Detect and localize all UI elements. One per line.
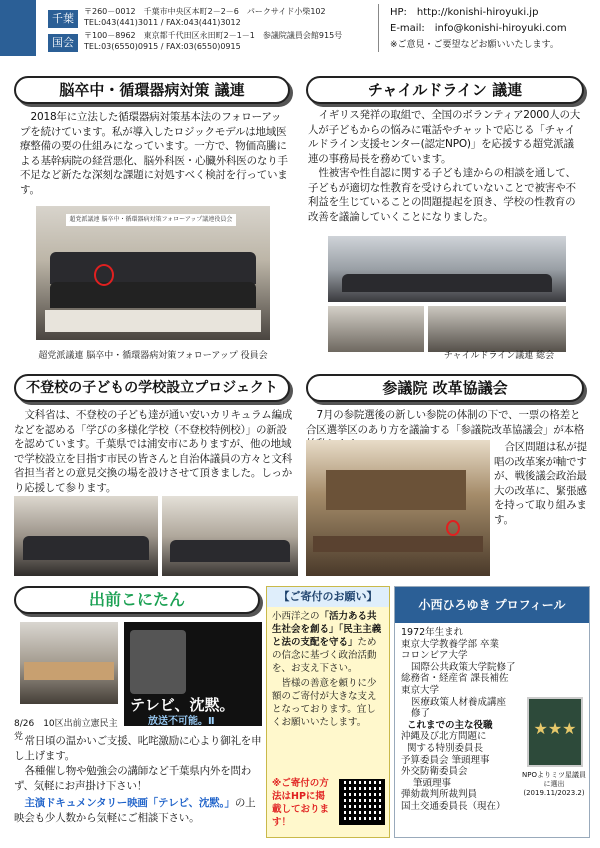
photo-table xyxy=(45,310,260,332)
film-poster xyxy=(124,622,262,726)
profile-role: 筆頭理事 xyxy=(413,777,452,789)
poster-subtitle: 放送不可能。Ⅱ xyxy=(148,716,215,727)
demae-title-box xyxy=(14,586,260,614)
profile-role: 沖縄及び北方問題に xyxy=(401,731,487,743)
school-meeting-photo-2 xyxy=(162,496,298,576)
demae-section-title: 出前こにたん xyxy=(88,590,185,609)
award-plaque xyxy=(527,697,583,767)
email-link[interactable]: E-mail: info@konishi-hiroyuki.com xyxy=(390,23,567,34)
profile-item: 修了 xyxy=(411,708,431,720)
conference-table xyxy=(313,536,482,552)
donation-body-1: 小西洋之の xyxy=(272,611,320,622)
childline-room-photo xyxy=(328,236,566,302)
audience-row xyxy=(342,274,551,292)
participants-row xyxy=(170,540,290,562)
school-section-title: 不登校の子どもの学校設立プロジェクト xyxy=(14,374,290,402)
chiba-office-address xyxy=(84,6,326,28)
film-title-highlight: 主演ドキュメンタリー映画「テレビ、沈黙。」 xyxy=(24,797,235,809)
participants-row xyxy=(23,536,150,560)
contact-note: ※ご意見・ご要望などお願いいたします。 xyxy=(390,40,559,50)
reform-chamber-photo xyxy=(306,440,490,576)
school-section-body: 文科省は、不登校の子ども達が通い安いカリキュラム編成などを認める「学びの多様化学校（不登校特例校）」の新設を認めています。千葉県では浦安市にありますが、他の地域で学校設立を目指す市民の皆さんと自治体議員の方々と文科省担当者との意見交換の場を設けさせて頂きました。しっかり応援して参ります。 xyxy=(14,409,293,494)
demae-body-3 xyxy=(14,796,264,825)
donation-note: ※ご寄付の方法はHPに掲載しております！ xyxy=(272,778,330,828)
people-back-row xyxy=(50,252,256,284)
poster-title: テレビ、沈黙。 xyxy=(130,696,235,714)
header-divider xyxy=(378,4,379,52)
school-meeting-photo-1 xyxy=(14,496,158,576)
childline-section-title: チャイルドライン 議連 xyxy=(306,76,584,104)
profile-item: 国際公共政策大学院修了 xyxy=(411,661,516,673)
childline-body-1: イギリス発祥の取組で、全国のボランティア2000人の大人が子どもからの悩みに電話やチャットで応じる「チャイルドライン支援センター(認定NPO)」を応援する超党派議連の事務局長を務めています。 xyxy=(308,109,581,165)
poster-portrait xyxy=(130,630,186,694)
stroke-meeting-photo xyxy=(36,206,270,340)
profile-role: 国土交通委員長（現在） xyxy=(401,800,506,812)
chiba-phone-line: TEL:043(441)3011 / FAX:043(441)3012 xyxy=(84,18,241,27)
profile-role: 関する特別委員長 xyxy=(407,742,484,754)
kokkai-phone-line: TEL:03(6550)0915 / FAX:03(6550)0915 xyxy=(84,42,241,51)
demae-body-3-rest: の上映会も少人数から気軽にご相談下さい。 xyxy=(14,797,256,824)
highlight-circle xyxy=(94,264,114,286)
donation-quote: 「活力ある共生社会を創る」「民主主義と法の支配を守る」 xyxy=(272,611,382,648)
chiba-address-line: 〒260－0012 千葉市中央区本町2－2－6 パークサイド小柴102 xyxy=(84,7,326,16)
childline-speaker-photo xyxy=(328,306,424,352)
childline-body-2: 性被害や性自認に関する子ども達からの相談を通して、子どもが適切な性教育を受けられていないことで被害や不利益を生じていることの問題提起を頂き、学校の性教育の改善を議論していくことになりました。 xyxy=(308,167,576,223)
kokkai-address-line: 〒100－8962 東京都千代田区永田町2－1－1 参議院議員会館915号 xyxy=(84,31,343,40)
donation-body-2: ための信念に基づく政治活動を、お支え下さい。 xyxy=(272,637,377,674)
profile-item: 東京大学教養学部 卒業 xyxy=(401,638,500,650)
profile-role: 弾劾裁判所裁判員 xyxy=(401,789,478,801)
profile-box xyxy=(394,586,590,838)
reform-body-1: 7月の参院選後の新しい参院の体制の下で、一票の格差と合区選挙区のあり方を議論する「参議院改革協議会」が本格 xyxy=(306,409,585,436)
meeting-table xyxy=(24,662,114,680)
profile-role: 外交防衛委員会 xyxy=(401,766,468,778)
profile-item: 1972年生まれ xyxy=(401,627,464,638)
stroke-section-title: 脳卒中・循環器病対策 議連 xyxy=(14,76,290,104)
stroke-section-body: 2018年に立法した循環器病対策基本法のフォローアップを続けています。私が導入したロジックモデルは地域医療整備の要の仕組みになっています。一方で、物価高騰による基幹病院の経営悪化、脳外科医・心臓外科医のなり手不足など新たな深刻な課題に対処すべく検討を行っています。 xyxy=(20,111,288,196)
reform-body-2: 合区問題は私が提唱の改革案が軸ですが、戦後議会政治最大の改革に、緊張感を持って取り組みます。 xyxy=(494,441,587,526)
profile-item: コロンビア大学 xyxy=(401,650,468,662)
demae-body-2: 各種催し物や勉強会の講師など千葉県内外を問わず、気軽にお声掛け下さい！ xyxy=(14,765,252,792)
highlight-circle xyxy=(446,520,460,536)
award-caption: NPOよりミツ星議員に選出 (2019.11/2023.2) xyxy=(522,771,586,797)
profile-roles xyxy=(401,731,519,812)
wall-panel xyxy=(326,470,466,510)
demae-body-1: 常日頃の温かいご支援、叱咤激励に心より御礼を申し上げます。 xyxy=(14,735,262,762)
donation-box xyxy=(266,586,390,838)
stroke-photo-banner: 超党派議連 脳卒中・循環器病対策フォローアップ議連役員会 xyxy=(66,214,236,226)
donation-title: 【ご寄付のお願い】 xyxy=(267,587,389,607)
people-front-row xyxy=(50,282,256,308)
kokkai-office-tag: 国会 xyxy=(48,34,78,52)
demae-photo-caption: 8/26 10区出前立憲民主党 xyxy=(14,719,118,742)
kokkai-office-address xyxy=(84,30,342,52)
chiba-office-tag: 千葉 xyxy=(48,10,78,28)
donation-qr-code[interactable] xyxy=(339,779,385,825)
childline-photo-caption: チャイルドライン議連 総会 xyxy=(443,351,555,361)
demae-meeting-photo xyxy=(20,622,118,704)
profile-role: 予算委員会 筆頭理事 xyxy=(401,754,490,766)
reform-section-title: 参議院 改革協議会 xyxy=(306,374,584,402)
header xyxy=(0,0,600,56)
childline-panel-photo xyxy=(428,306,566,352)
profile-title: 小西ひろゆき プロフィール xyxy=(395,587,589,623)
header-accent-bar xyxy=(0,0,36,56)
stroke-photo-caption: 超党派議連 脳卒中・循環器病対策フォローアップ 役員会 xyxy=(38,351,268,361)
profile-item: 東京大学 xyxy=(401,684,440,696)
donation-text xyxy=(267,607,389,732)
donation-body-3: 皆様の善意を頼りに少額のご寄付が大きな支えとなっております。宜しくお願いいたします。 xyxy=(272,678,377,728)
profile-item: 医療政策人材養成講座 xyxy=(411,696,507,708)
profile-item: 総務省・経産省 課長補佐 xyxy=(401,673,509,685)
award-stars-icon: ★★★ xyxy=(533,719,577,738)
homepage-link[interactable]: HP: http://konishi-hiroyuki.jp xyxy=(390,7,539,18)
profile-roles-heading: これまでの主な役職 xyxy=(407,719,493,731)
